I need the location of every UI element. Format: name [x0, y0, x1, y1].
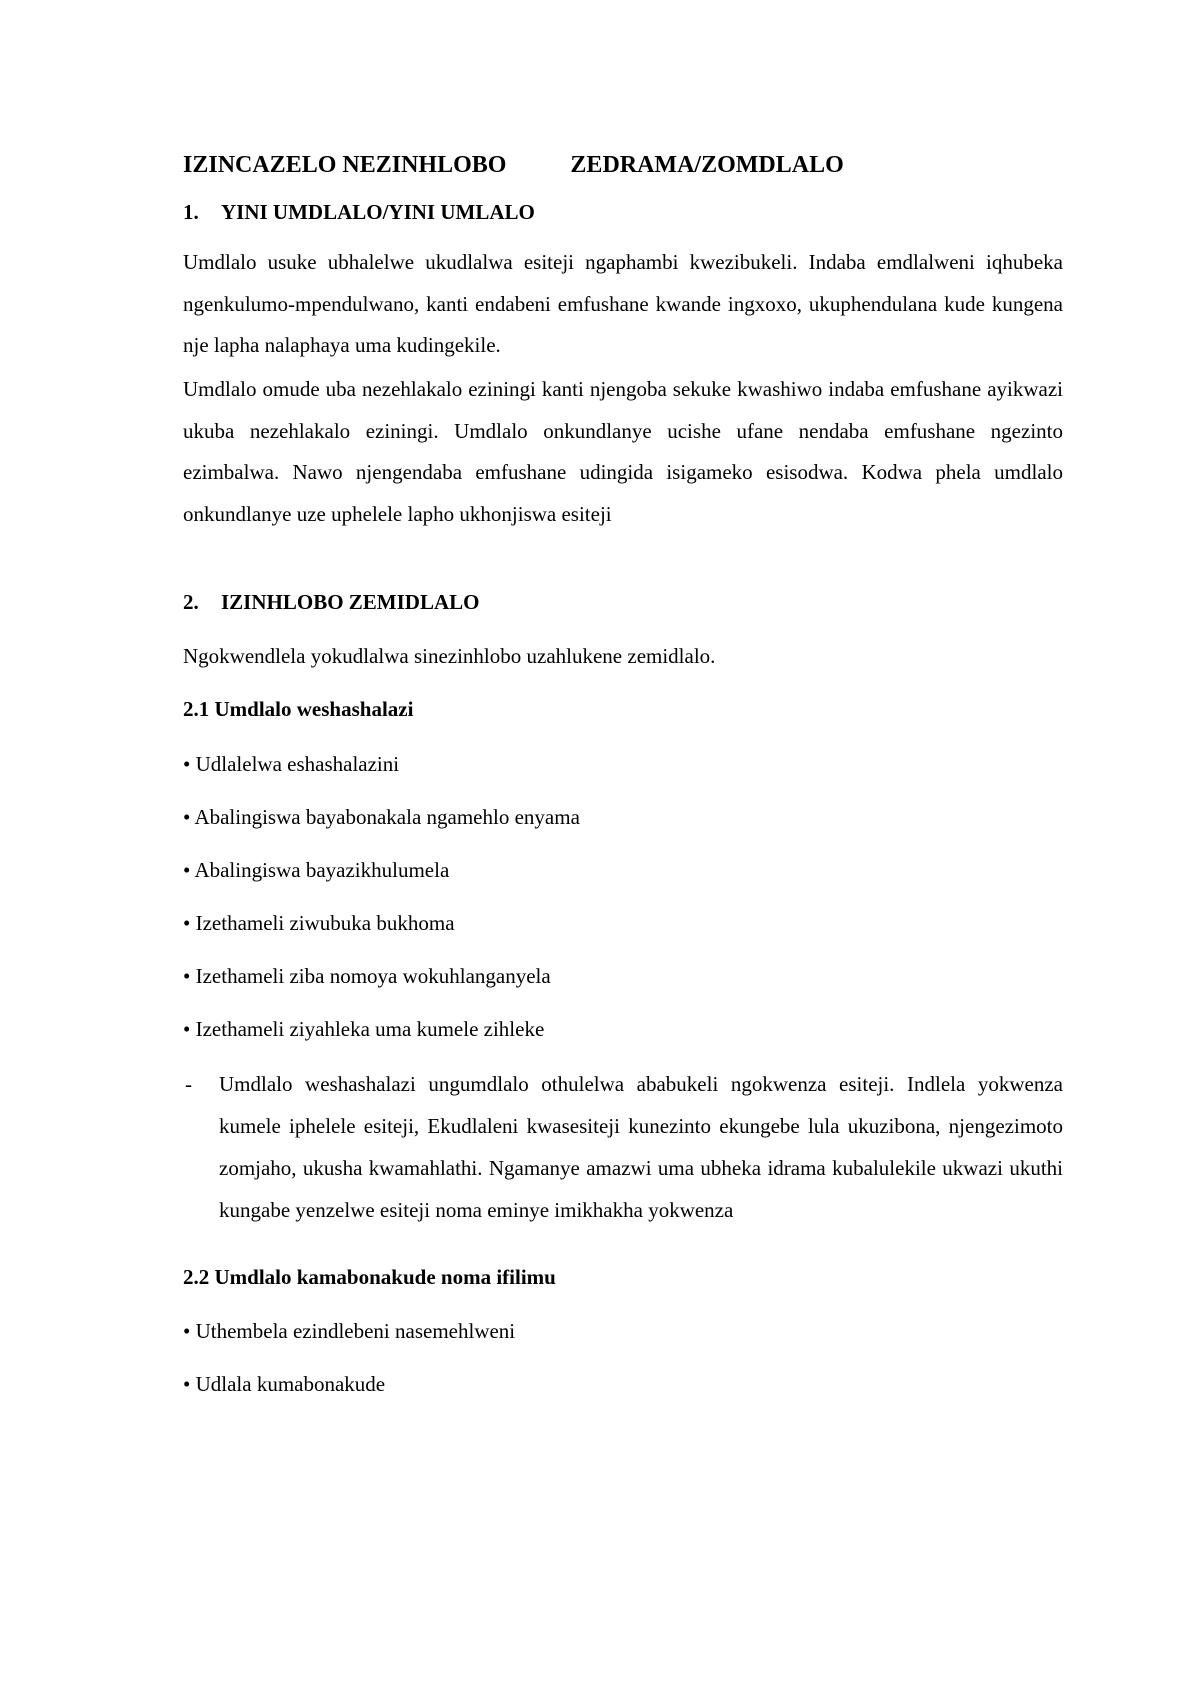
document-title: [183, 150, 844, 180]
section-1-paragraph-1: Umdlalo usuke ubhalelwe ukudlalwa esiteji ngaphambi kwezibukeli. Indaba emdlalweni iqhubeka ngenkulumo-mpendulwano, kanti endabeni emfushane kwande ingxoxo, ukuphendulana kude kungena nje lapha nalaphaya uma kudingekile.: [183, 250, 1063, 357]
dash-list-item: [183, 1063, 1063, 1231]
section-2-heading-text: IZINHLOBO ZEMIDLALO: [221, 590, 480, 614]
list-item: • Udlalelwa eshashalazini: [183, 752, 400, 776]
list-item: • Izethameli ziwubuka bukhoma: [183, 911, 455, 935]
dash-item-text: Umdlalo weshashalazi ungumdlalo othulelwa ababukeli ngokwenza esiteji. Indlela yokwenza kumele iphelele esiteji, Ekudlaleni kwasesiteji kunezinto ekungebe lula ukuzibona, njengezimoto zomjaho, ukusha kwamahlathi. Ngamanye amazwi uma ubheka idrama kubalulekile ukwazi ukuthi kungabe yenzelwe esiteji noma eminye imikhakha yokwenza: [219, 1072, 1063, 1222]
list-item: • Udlala kumabonakude: [183, 1372, 386, 1396]
section-1-paragraph-2: Umdlalo omude uba nezehlakalo eziningi kanti njengoba sekuke kwashiwo indaba emfushane ayikwazi ukuba nezehlakalo eziningi. Umdlalo onkundlanye ucishe ufane nendaba emfushane ngezinto ezimbalwa. Nawo njengendaba emfushane udingida isigameko esisodwa. Kodwa phela umdlalo onkundlanye uze uphelele lapho ukhonjiswa esiteji: [183, 377, 1063, 526]
document-page: [183, 0, 1063, 1696]
dash-marker: -: [185, 1072, 192, 1096]
list-item: • Abalingiswa bayazikhulumela: [183, 858, 450, 882]
list-item: • Abalingiswa bayabonakala ngamehlo enyama: [183, 805, 580, 829]
title-right: ZEDRAMA/ZOMDLALO: [570, 152, 844, 178]
section-1-heading: [183, 198, 535, 226]
subsection-2-1-heading: 2.1 Umdlalo weshashalazi: [183, 697, 414, 721]
list-item: • Uthembela ezindlebeni nasemehlweni: [183, 1319, 516, 1343]
title-left: IZINCAZELO NEZINHLOBO: [183, 152, 507, 178]
list-item: • Izethameli ziyahleka uma kumele zihleke: [183, 1017, 545, 1041]
list-item: • Izethameli ziba nomoya wokuhlanganyela: [183, 964, 551, 988]
subsection-2-2-heading: 2.2 Umdlalo kamabonakude noma ifilimu: [183, 1265, 556, 1289]
section-2-number: 2.: [183, 590, 199, 614]
section-1-heading-text: YINI UMDLALO/YINI UMLALO: [221, 200, 535, 224]
section-2-intro: Ngokwendlela yokudlalwa sinezinhlobo uzahlukene zemidlalo.: [183, 644, 716, 668]
section-2-heading: [183, 588, 479, 616]
section-1-number: 1.: [183, 200, 199, 224]
